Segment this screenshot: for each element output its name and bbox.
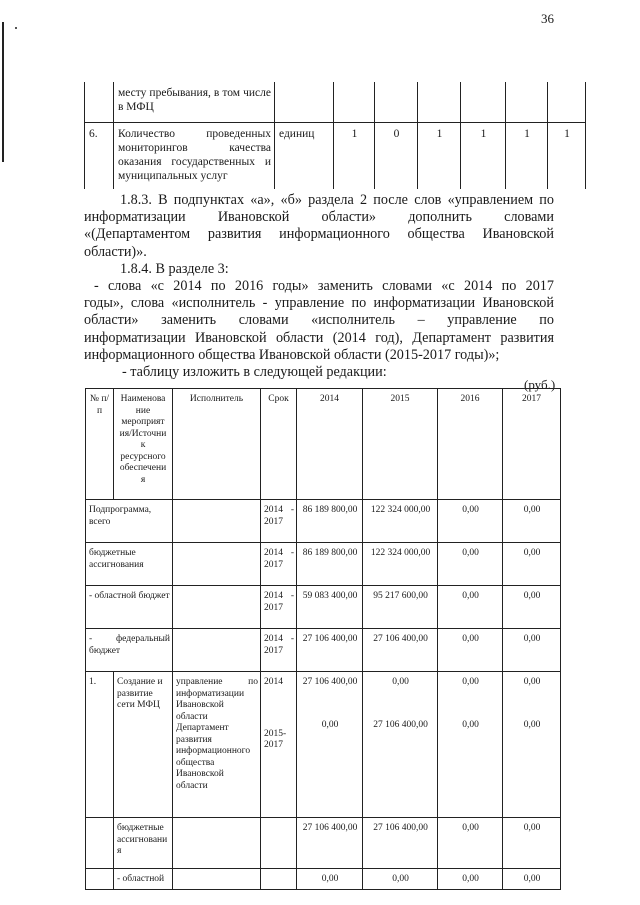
value-a: 0,00: [523, 677, 541, 687]
row-number: [86, 818, 114, 869]
value-cell: [548, 82, 586, 123]
row-executor: [173, 818, 261, 869]
row-number: [86, 869, 114, 890]
header-name-part: мероприят: [121, 417, 165, 427]
scan-speck: [15, 27, 17, 29]
value-a: 0,00: [462, 677, 479, 687]
row-term: [261, 869, 297, 890]
value-2014: 27 106 400,00: [297, 629, 363, 672]
header-name-part: ние: [135, 405, 151, 416]
value-b: 0,00: [321, 719, 339, 730]
value-2014: 59 083 400,00: [297, 586, 363, 629]
spacer: [441, 689, 500, 720]
value-2017: 0,00: [503, 500, 561, 543]
header-name-part: Наименова: [120, 394, 166, 404]
value-2016: 0,00: [438, 869, 503, 890]
text-line: годы», слова «исполнитель - управление по информатизации Ивановской: [84, 295, 554, 312]
row-executor: [173, 500, 261, 543]
paragraph-1-8-4-heading: 1.8.4. В разделе 3:: [120, 260, 229, 277]
text-line: области)».: [84, 243, 147, 260]
row-number: 1.: [86, 672, 114, 818]
header-2015: 2015: [363, 389, 438, 500]
header-name-part: обеспечени: [119, 463, 167, 473]
value-cell: 1: [548, 123, 586, 190]
text-line: информатизации Ивановской области (2014 год), Департамент развития: [84, 329, 554, 346]
value-cell: 1: [418, 123, 461, 190]
indicator-name: Количество проведенных мониторингов качества оказания государственных и муниципальных услуг: [114, 123, 275, 190]
value-2015: 27 106 400,00: [363, 818, 438, 869]
value-2016: 0,00: [438, 629, 503, 672]
value-2015: 27 106 400,00: [363, 629, 438, 672]
executor-2015-2017: Департамент развития информационного общества Ивановской области: [176, 723, 251, 791]
value-cell: 0: [375, 123, 418, 190]
header-number: № п/п: [86, 389, 114, 500]
value-2014: 27 106 400,00: [297, 818, 363, 869]
text-line: области» заменить словами «исполнитель – управление по: [84, 312, 554, 329]
value-2017: 0,00: [503, 586, 561, 629]
executor-2014: управление по информатизации Ивановской области: [176, 677, 258, 722]
text-line: - слова «с 2014 по 2016 годы» заменить словами «с 2014 по 2017: [94, 278, 554, 295]
header-name-part: к: [140, 440, 146, 450]
row-term: [261, 818, 297, 869]
value-cell: 1: [334, 123, 375, 190]
value-2014: 0,00: [297, 869, 363, 890]
value-b: 27 106 400,00: [373, 719, 428, 730]
row-term: 2014 - 2017: [261, 500, 297, 543]
value-b: 0,00: [462, 719, 479, 730]
value-2014: 86 189 800,00: [297, 500, 363, 543]
value-2016: 0,00: [438, 500, 503, 543]
header-2016: 2016: [438, 389, 503, 500]
row-executor: [173, 869, 261, 890]
indicators-table: [84, 82, 586, 189]
table-row: [86, 500, 561, 543]
table-row: [86, 586, 561, 629]
text-line: «(Департаментом развития информационного общества Ивановской: [84, 226, 554, 243]
value-2015: 95 217 600,00: [363, 586, 438, 629]
header-2014: 2014: [297, 389, 363, 500]
value-cell: [375, 82, 418, 123]
row-name: бюджетные ассигнования: [86, 543, 173, 586]
value-2017: 0,00: [503, 869, 561, 890]
value-2015: 122 324 000,00: [363, 500, 438, 543]
funding-table: [85, 388, 561, 890]
value-2017: [503, 672, 561, 818]
term-2015-2017: 2015-2017: [264, 728, 287, 750]
header-term: Срок: [261, 389, 297, 500]
row-name: бюджетные ассигнования: [114, 818, 173, 869]
row-executor: [173, 586, 261, 629]
scan-margin-line: [2, 22, 4, 162]
unit: единиц: [275, 123, 334, 190]
row-executor: [173, 672, 261, 818]
value-b: 0,00: [523, 719, 541, 730]
value-2016: 0,00: [438, 543, 503, 586]
value-2016: 0,00: [438, 586, 503, 629]
row-term: 2014 - 2017: [261, 543, 297, 586]
value-a: 0,00: [392, 677, 409, 687]
table-row: [86, 869, 561, 890]
text-line: информационного общества Ивановской области (2015-2017 годы)»;: [84, 346, 500, 363]
row-number: [85, 82, 114, 123]
row-name: - федеральный бюджет: [86, 629, 173, 672]
value-cell: 1: [461, 123, 506, 190]
value-cell: 1: [506, 123, 548, 190]
value-2016: 0,00: [438, 818, 503, 869]
value-2017: 0,00: [503, 818, 561, 869]
value-2016: [438, 672, 503, 818]
table-row: [85, 123, 586, 190]
header-name: [114, 389, 173, 500]
value-cell: [418, 82, 461, 123]
term-2014: 2014: [264, 677, 283, 687]
table-row: [85, 82, 586, 123]
units-label: (руб.): [524, 377, 556, 392]
row-executor: [173, 629, 261, 672]
header-executor: Исполнитель: [173, 389, 261, 500]
page-number: 36: [541, 11, 554, 26]
value-cell: [334, 82, 375, 123]
spacer: [264, 689, 294, 729]
table-row: [86, 543, 561, 586]
header-2017: 2017: [503, 389, 561, 500]
spacer: [366, 689, 435, 720]
value-a: 27 106 400,00: [302, 677, 358, 687]
value-2017: 0,00: [503, 629, 561, 672]
spacer: [506, 689, 558, 720]
row-term: 2014 - 2017: [261, 586, 297, 629]
header-name-part: ресурсного: [120, 451, 166, 462]
row-term: 2014 - 2017: [261, 629, 297, 672]
value-2014: 86 189 800,00: [297, 543, 363, 586]
row-name: - областной бюджет: [86, 586, 173, 629]
value-2015: [363, 672, 438, 818]
value-cell: [461, 82, 506, 123]
value-2015: 122 324 000,00: [363, 543, 438, 586]
value-2015: 0,00: [363, 869, 438, 890]
unit: [275, 82, 334, 123]
row-number: 6.: [85, 123, 114, 190]
row-name: - областной: [114, 869, 173, 890]
text-line: информатизации Ивановской области» дополнить словами: [84, 209, 554, 226]
header-name-part: я: [140, 474, 146, 485]
row-name: Создание и развитие сети МФЦ: [114, 672, 173, 818]
row-name: Подпрограмма, всего: [86, 500, 173, 543]
table-row: [86, 629, 561, 672]
value-cell: [506, 82, 548, 123]
value-2014: [297, 672, 363, 818]
row-executor: [173, 543, 261, 586]
value-2017: 0,00: [503, 543, 561, 586]
spacer: [300, 689, 360, 720]
table-row: [86, 672, 561, 818]
row-term: [261, 672, 297, 818]
paragraph-1-8-3: [84, 192, 554, 381]
header-name-part: ия/Источни: [119, 428, 167, 439]
table-row: [86, 818, 561, 869]
indicator-name: месту пребывания, в том числе в МФЦ: [114, 82, 275, 123]
table-header-row: [86, 389, 561, 500]
text-line: - таблицу изложить в следующей редакции:: [122, 364, 387, 381]
text-line: 1.8.3. В подпунктах «а», «б» раздела 2 после слов «управлением по: [120, 192, 554, 208]
